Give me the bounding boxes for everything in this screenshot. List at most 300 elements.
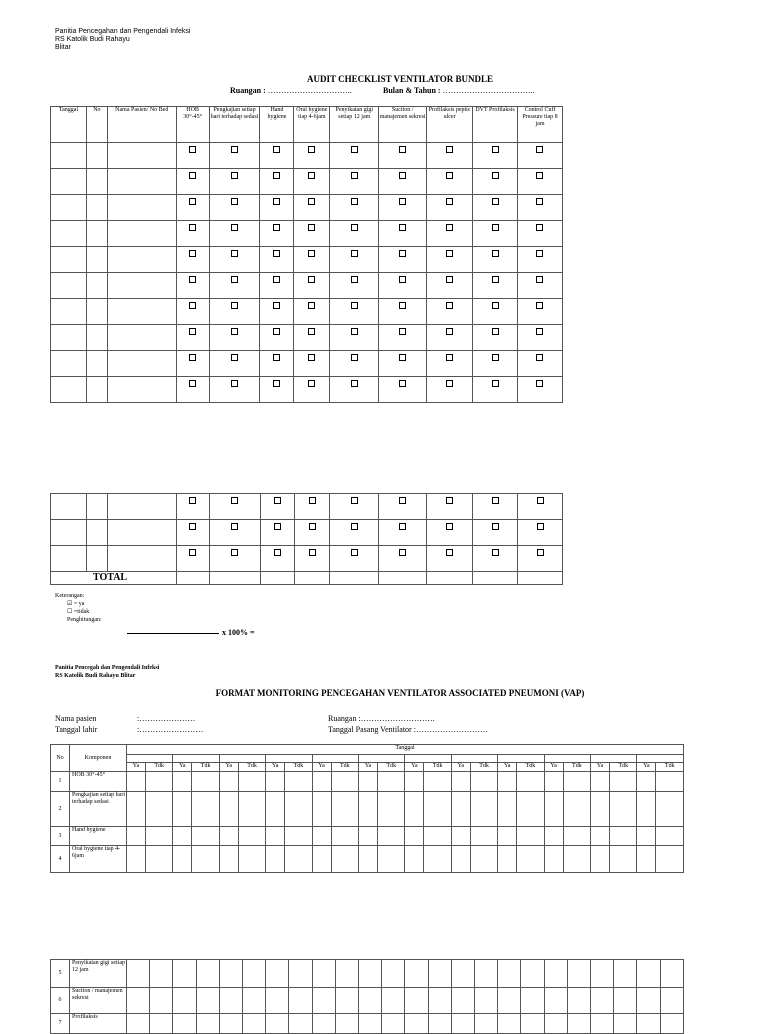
audit-check-cell[interactable] (330, 520, 379, 546)
audit-cell[interactable] (86, 143, 107, 169)
checkbox-icon[interactable] (446, 250, 453, 257)
audit-cell[interactable] (51, 325, 87, 351)
monitoring-cell[interactable] (405, 960, 428, 988)
audit-check-cell[interactable] (176, 494, 209, 520)
monitoring-cell[interactable] (637, 960, 660, 988)
monitoring-cell[interactable] (610, 772, 637, 792)
audit-check-cell[interactable] (209, 169, 260, 195)
audit-check-cell[interactable] (294, 247, 330, 273)
audit-check-cell[interactable] (330, 325, 379, 351)
monitoring-cell[interactable] (424, 846, 451, 873)
monitoring-cell[interactable] (563, 846, 590, 873)
checkbox-icon[interactable] (273, 224, 280, 231)
audit-check-cell[interactable] (294, 273, 330, 299)
monitoring-cell[interactable] (637, 772, 656, 792)
audit-check-cell[interactable] (209, 299, 260, 325)
audit-check-cell[interactable] (379, 221, 427, 247)
monitoring-cell[interactable] (243, 960, 266, 988)
audit-cell[interactable] (107, 299, 176, 325)
audit-check-cell[interactable] (427, 325, 473, 351)
monitoring-cell[interactable] (498, 960, 521, 988)
monitoring-cell[interactable] (591, 988, 614, 1014)
monitoring-cell[interactable] (544, 827, 563, 846)
checkbox-icon[interactable] (273, 172, 280, 179)
audit-check-cell[interactable] (473, 377, 518, 403)
audit-check-cell[interactable] (379, 377, 427, 403)
monitoring-cell[interactable] (610, 827, 637, 846)
audit-check-cell[interactable] (517, 195, 562, 221)
audit-check-cell[interactable] (294, 143, 330, 169)
monitoring-cell[interactable] (591, 792, 610, 827)
monitoring-cell[interactable] (544, 772, 563, 792)
checkbox-icon[interactable] (189, 276, 196, 283)
audit-check-cell[interactable] (294, 221, 330, 247)
audit-cell[interactable] (107, 221, 176, 247)
audit-cell[interactable] (107, 195, 176, 221)
audit-check-cell[interactable] (294, 299, 330, 325)
checkbox-icon[interactable] (189, 328, 196, 335)
checkbox-icon[interactable] (492, 328, 499, 335)
monitoring-cell[interactable] (563, 827, 590, 846)
audit-cell[interactable] (107, 351, 176, 377)
monitoring-cell[interactable] (266, 792, 285, 827)
monitoring-cell[interactable] (424, 772, 451, 792)
audit-check-cell[interactable] (209, 221, 260, 247)
checkbox-icon[interactable] (189, 224, 196, 231)
checkbox-icon[interactable] (492, 302, 499, 309)
checkbox-icon[interactable] (351, 250, 358, 257)
checkbox-icon[interactable] (446, 549, 453, 556)
monitoring-cell[interactable] (359, 792, 378, 827)
audit-check-cell[interactable] (427, 494, 473, 520)
monitoring-cell[interactable] (544, 960, 567, 988)
audit-check-cell[interactable] (176, 520, 209, 546)
audit-check-cell[interactable] (260, 325, 294, 351)
monitoring-cell[interactable] (331, 827, 358, 846)
checkbox-icon[interactable] (189, 497, 196, 504)
date-cell[interactable] (219, 755, 265, 763)
audit-cell[interactable] (51, 377, 87, 403)
total-cell[interactable] (209, 572, 260, 585)
checkbox-icon[interactable] (309, 497, 316, 504)
monitoring-cell[interactable] (567, 960, 590, 988)
audit-check-cell[interactable] (427, 221, 473, 247)
audit-check-cell[interactable] (176, 377, 209, 403)
checkbox-icon[interactable] (231, 497, 238, 504)
audit-check-cell[interactable] (427, 273, 473, 299)
monitoring-cell[interactable] (451, 846, 470, 873)
checkbox-icon[interactable] (446, 172, 453, 179)
audit-check-cell[interactable] (427, 520, 473, 546)
checkbox-icon[interactable] (309, 523, 316, 530)
checkbox-icon[interactable] (351, 146, 358, 153)
monitoring-cell[interactable] (266, 772, 285, 792)
monitoring-cell[interactable] (378, 792, 405, 827)
monitoring-cell[interactable] (517, 792, 544, 827)
audit-check-cell[interactable] (517, 325, 562, 351)
monitoring-cell[interactable] (405, 988, 428, 1014)
checkbox-icon[interactable] (492, 198, 499, 205)
monitoring-cell[interactable] (266, 960, 289, 988)
checkbox-icon[interactable] (308, 224, 315, 231)
checkbox-icon[interactable] (351, 549, 358, 556)
audit-check-cell[interactable] (209, 247, 260, 273)
audit-check-cell[interactable] (294, 195, 330, 221)
monitoring-cell[interactable] (428, 988, 451, 1014)
checkbox-icon[interactable] (399, 549, 406, 556)
audit-check-cell[interactable] (518, 494, 563, 520)
date-cell[interactable] (173, 755, 219, 763)
audit-check-cell[interactable] (294, 520, 330, 546)
checkbox-icon[interactable] (231, 224, 238, 231)
audit-cell[interactable] (86, 273, 107, 299)
audit-check-cell[interactable] (176, 221, 209, 247)
checkbox-icon[interactable] (189, 302, 196, 309)
audit-cell[interactable] (51, 221, 87, 247)
audit-check-cell[interactable] (330, 221, 379, 247)
checkbox-icon[interactable] (273, 354, 280, 361)
monitoring-cell[interactable] (567, 988, 590, 1014)
monitoring-cell[interactable] (219, 960, 242, 988)
monitoring-cell[interactable] (146, 792, 173, 827)
checkbox-icon[interactable] (309, 549, 316, 556)
audit-cell[interactable] (51, 169, 87, 195)
monitoring-cell[interactable] (192, 827, 219, 846)
checkbox-icon[interactable] (273, 380, 280, 387)
checkbox-icon[interactable] (399, 380, 406, 387)
audit-check-cell[interactable] (473, 351, 518, 377)
checkbox-icon[interactable] (399, 250, 406, 257)
audit-check-cell[interactable] (294, 169, 330, 195)
checkbox-icon[interactable] (536, 328, 543, 335)
audit-check-cell[interactable] (260, 195, 294, 221)
monitoring-cell[interactable] (285, 846, 312, 873)
checkbox-icon[interactable] (308, 276, 315, 283)
monitoring-cell[interactable] (150, 988, 173, 1014)
checkbox-icon[interactable] (189, 380, 196, 387)
monitoring-cell[interactable] (591, 827, 610, 846)
checkbox-icon[interactable] (446, 354, 453, 361)
date-cell[interactable] (637, 755, 684, 763)
monitoring-cell[interactable] (451, 792, 470, 827)
monitoring-cell[interactable] (470, 772, 497, 792)
monitoring-cell[interactable] (517, 846, 544, 873)
checkbox-icon[interactable] (536, 380, 543, 387)
audit-check-cell[interactable] (427, 546, 473, 572)
audit-check-cell[interactable] (330, 377, 379, 403)
audit-check-cell[interactable] (379, 520, 427, 546)
monitoring-cell[interactable] (451, 960, 474, 988)
monitoring-cell[interactable] (219, 792, 238, 827)
checkbox-icon[interactable] (231, 302, 238, 309)
audit-cell[interactable] (86, 299, 107, 325)
checkbox-icon[interactable] (308, 302, 315, 309)
audit-check-cell[interactable] (473, 221, 518, 247)
monitoring-cell[interactable] (637, 988, 660, 1014)
monitoring-cell[interactable] (196, 960, 219, 988)
audit-check-cell[interactable] (330, 247, 379, 273)
audit-check-cell[interactable] (260, 169, 294, 195)
checkbox-icon[interactable] (492, 172, 499, 179)
checkbox-icon[interactable] (189, 549, 196, 556)
audit-check-cell[interactable] (260, 143, 294, 169)
date-cell[interactable] (266, 755, 312, 763)
audit-check-cell[interactable] (473, 299, 518, 325)
monitoring-cell[interactable] (192, 792, 219, 827)
monitoring-cell[interactable] (219, 772, 238, 792)
monitoring-cell[interactable] (656, 772, 684, 792)
checkbox-icon[interactable] (351, 172, 358, 179)
total-cell[interactable] (330, 572, 379, 585)
audit-check-cell[interactable] (517, 169, 562, 195)
checkbox-icon[interactable] (231, 172, 238, 179)
checkbox-icon[interactable] (399, 172, 406, 179)
checkbox-icon[interactable] (492, 250, 499, 257)
monitoring-cell[interactable] (637, 792, 656, 827)
date-cell[interactable] (544, 755, 590, 763)
audit-check-cell[interactable] (517, 299, 562, 325)
checkbox-icon[interactable] (351, 497, 358, 504)
audit-check-cell[interactable] (473, 195, 518, 221)
checkbox-icon[interactable] (399, 497, 406, 504)
monitoring-cell[interactable] (127, 988, 150, 1014)
monitoring-cell[interactable] (146, 827, 173, 846)
checkbox-icon[interactable] (274, 497, 281, 504)
audit-cell[interactable] (86, 195, 107, 221)
checkbox-icon[interactable] (273, 146, 280, 153)
monitoring-cell[interactable] (517, 827, 544, 846)
monitoring-cell[interactable] (173, 792, 192, 827)
checkbox-icon[interactable] (231, 328, 238, 335)
checkbox-icon[interactable] (308, 328, 315, 335)
monitoring-cell[interactable] (238, 846, 265, 873)
audit-check-cell[interactable] (260, 351, 294, 377)
monitoring-cell[interactable] (192, 772, 219, 792)
audit-check-cell[interactable] (176, 273, 209, 299)
checkbox-icon[interactable] (536, 276, 543, 283)
monitoring-cell[interactable] (127, 772, 146, 792)
monitoring-cell[interactable] (656, 792, 684, 827)
audit-check-cell[interactable] (260, 377, 294, 403)
monitoring-cell[interactable] (266, 827, 285, 846)
checkbox-icon[interactable] (231, 276, 238, 283)
monitoring-cell[interactable] (127, 827, 146, 846)
checkbox-icon[interactable] (492, 224, 499, 231)
checkbox-icon[interactable] (536, 198, 543, 205)
monitoring-cell[interactable] (238, 792, 265, 827)
monitoring-cell[interactable] (382, 960, 405, 988)
audit-check-cell[interactable] (294, 325, 330, 351)
checkbox-icon[interactable] (189, 146, 196, 153)
monitoring-cell[interactable] (238, 827, 265, 846)
monitoring-cell[interactable] (238, 772, 265, 792)
audit-check-cell[interactable] (294, 494, 330, 520)
monitoring-cell[interactable] (382, 988, 405, 1014)
audit-cell[interactable] (86, 494, 107, 520)
audit-cell[interactable] (86, 325, 107, 351)
date-cell[interactable] (359, 755, 405, 763)
audit-check-cell[interactable] (517, 273, 562, 299)
monitoring-cell[interactable] (150, 960, 173, 988)
monitoring-cell[interactable] (378, 827, 405, 846)
checkbox-icon[interactable] (231, 250, 238, 257)
audit-check-cell[interactable] (209, 273, 260, 299)
checkbox-icon[interactable] (446, 302, 453, 309)
audit-check-cell[interactable] (260, 273, 294, 299)
monitoring-cell[interactable] (359, 988, 382, 1014)
audit-check-cell[interactable] (330, 195, 379, 221)
audit-check-cell[interactable] (176, 195, 209, 221)
checkbox-icon[interactable] (351, 328, 358, 335)
monitoring-cell[interactable] (517, 772, 544, 792)
audit-check-cell[interactable] (209, 520, 260, 546)
audit-cell[interactable] (86, 546, 107, 572)
checkbox-icon[interactable] (189, 198, 196, 205)
monitoring-cell[interactable] (219, 846, 238, 873)
monitoring-cell[interactable] (498, 792, 517, 827)
audit-check-cell[interactable] (427, 143, 473, 169)
checkbox-icon[interactable] (231, 549, 238, 556)
checkbox-icon[interactable] (492, 380, 499, 387)
audit-check-cell[interactable] (473, 546, 518, 572)
audit-cell[interactable] (51, 247, 87, 273)
checkbox-icon[interactable] (446, 328, 453, 335)
audit-check-cell[interactable] (473, 247, 518, 273)
audit-cell[interactable] (107, 143, 176, 169)
monitoring-cell[interactable] (498, 772, 517, 792)
monitoring-cell[interactable] (637, 846, 656, 873)
audit-cell[interactable] (107, 273, 176, 299)
monitoring-cell[interactable] (470, 827, 497, 846)
monitoring-cell[interactable] (405, 792, 424, 827)
monitoring-cell[interactable] (498, 988, 521, 1014)
monitoring-cell[interactable] (312, 988, 335, 1014)
checkbox-icon[interactable] (492, 549, 499, 556)
checkbox-icon[interactable] (231, 198, 238, 205)
monitoring-cell[interactable] (127, 792, 146, 827)
audit-check-cell[interactable] (427, 351, 473, 377)
monitoring-cell[interactable] (331, 792, 358, 827)
audit-check-cell[interactable] (330, 494, 379, 520)
checkbox-icon[interactable] (308, 354, 315, 361)
audit-check-cell[interactable] (260, 546, 294, 572)
monitoring-cell[interactable] (266, 988, 289, 1014)
monitoring-cell[interactable] (544, 792, 563, 827)
audit-check-cell[interactable] (517, 221, 562, 247)
monitoring-cell[interactable] (475, 960, 498, 988)
audit-check-cell[interactable] (517, 143, 562, 169)
monitoring-cell[interactable] (173, 960, 196, 988)
date-cell[interactable] (405, 755, 451, 763)
monitoring-cell[interactable] (285, 792, 312, 827)
monitoring-cell[interactable] (521, 988, 544, 1014)
audit-check-cell[interactable] (379, 169, 427, 195)
checkbox-icon[interactable] (536, 250, 543, 257)
checkbox-icon[interactable] (537, 549, 544, 556)
audit-check-cell[interactable] (427, 247, 473, 273)
monitoring-cell[interactable] (470, 792, 497, 827)
monitoring-cell[interactable] (285, 827, 312, 846)
checkbox-icon[interactable] (492, 276, 499, 283)
checkbox-icon[interactable] (446, 198, 453, 205)
monitoring-cell[interactable] (610, 846, 637, 873)
audit-check-cell[interactable] (518, 520, 563, 546)
audit-cell[interactable] (107, 494, 176, 520)
audit-cell[interactable] (86, 169, 107, 195)
monitoring-cell[interactable] (544, 846, 563, 873)
monitoring-cell[interactable] (656, 827, 684, 846)
monitoring-cell[interactable] (219, 988, 242, 1014)
monitoring-cell[interactable] (289, 960, 312, 988)
audit-check-cell[interactable] (260, 494, 294, 520)
monitoring-cell[interactable] (614, 960, 637, 988)
checkbox-icon[interactable] (308, 250, 315, 257)
checkbox-icon[interactable] (308, 146, 315, 153)
checkbox-icon[interactable] (446, 380, 453, 387)
audit-check-cell[interactable] (176, 143, 209, 169)
checkbox-icon[interactable] (189, 523, 196, 530)
checkbox-icon[interactable] (351, 354, 358, 361)
audit-check-cell[interactable] (379, 325, 427, 351)
monitoring-cell[interactable] (591, 846, 610, 873)
monitoring-cell[interactable] (614, 988, 637, 1014)
monitoring-cell[interactable] (219, 827, 238, 846)
checkbox-icon[interactable] (536, 224, 543, 231)
audit-cell[interactable] (107, 546, 176, 572)
checkbox-icon[interactable] (536, 172, 543, 179)
checkbox-icon[interactable] (446, 276, 453, 283)
audit-check-cell[interactable] (379, 247, 427, 273)
audit-cell[interactable] (107, 169, 176, 195)
checkbox-icon[interactable] (231, 523, 238, 530)
checkbox-icon[interactable] (308, 172, 315, 179)
audit-check-cell[interactable] (379, 195, 427, 221)
audit-cell[interactable] (107, 247, 176, 273)
date-cell[interactable] (591, 755, 637, 763)
monitoring-cell[interactable] (285, 772, 312, 792)
audit-check-cell[interactable] (176, 169, 209, 195)
audit-check-cell[interactable] (427, 195, 473, 221)
monitoring-cell[interactable] (335, 988, 358, 1014)
audit-check-cell[interactable] (176, 247, 209, 273)
checkbox-icon[interactable] (274, 523, 281, 530)
checkbox-icon[interactable] (274, 549, 281, 556)
checkbox-icon[interactable] (399, 276, 406, 283)
audit-check-cell[interactable] (518, 546, 563, 572)
checkbox-icon[interactable] (492, 497, 499, 504)
audit-cell[interactable] (86, 351, 107, 377)
audit-check-cell[interactable] (260, 221, 294, 247)
monitoring-cell[interactable] (243, 988, 266, 1014)
monitoring-cell[interactable] (312, 846, 331, 873)
monitoring-cell[interactable] (424, 792, 451, 827)
monitoring-cell[interactable] (656, 846, 684, 873)
monitoring-cell[interactable] (424, 827, 451, 846)
checkbox-icon[interactable] (399, 354, 406, 361)
monitoring-cell[interactable] (405, 846, 424, 873)
monitoring-cell[interactable] (405, 827, 424, 846)
monitoring-cell[interactable] (563, 792, 590, 827)
monitoring-cell[interactable] (127, 846, 146, 873)
monitoring-cell[interactable] (331, 846, 358, 873)
audit-check-cell[interactable] (209, 494, 260, 520)
monitoring-cell[interactable] (591, 960, 614, 988)
audit-cell[interactable] (86, 377, 107, 403)
checkbox-icon[interactable] (308, 380, 315, 387)
checkbox-icon[interactable] (273, 276, 280, 283)
audit-cell[interactable] (107, 325, 176, 351)
total-cell[interactable] (473, 572, 518, 585)
